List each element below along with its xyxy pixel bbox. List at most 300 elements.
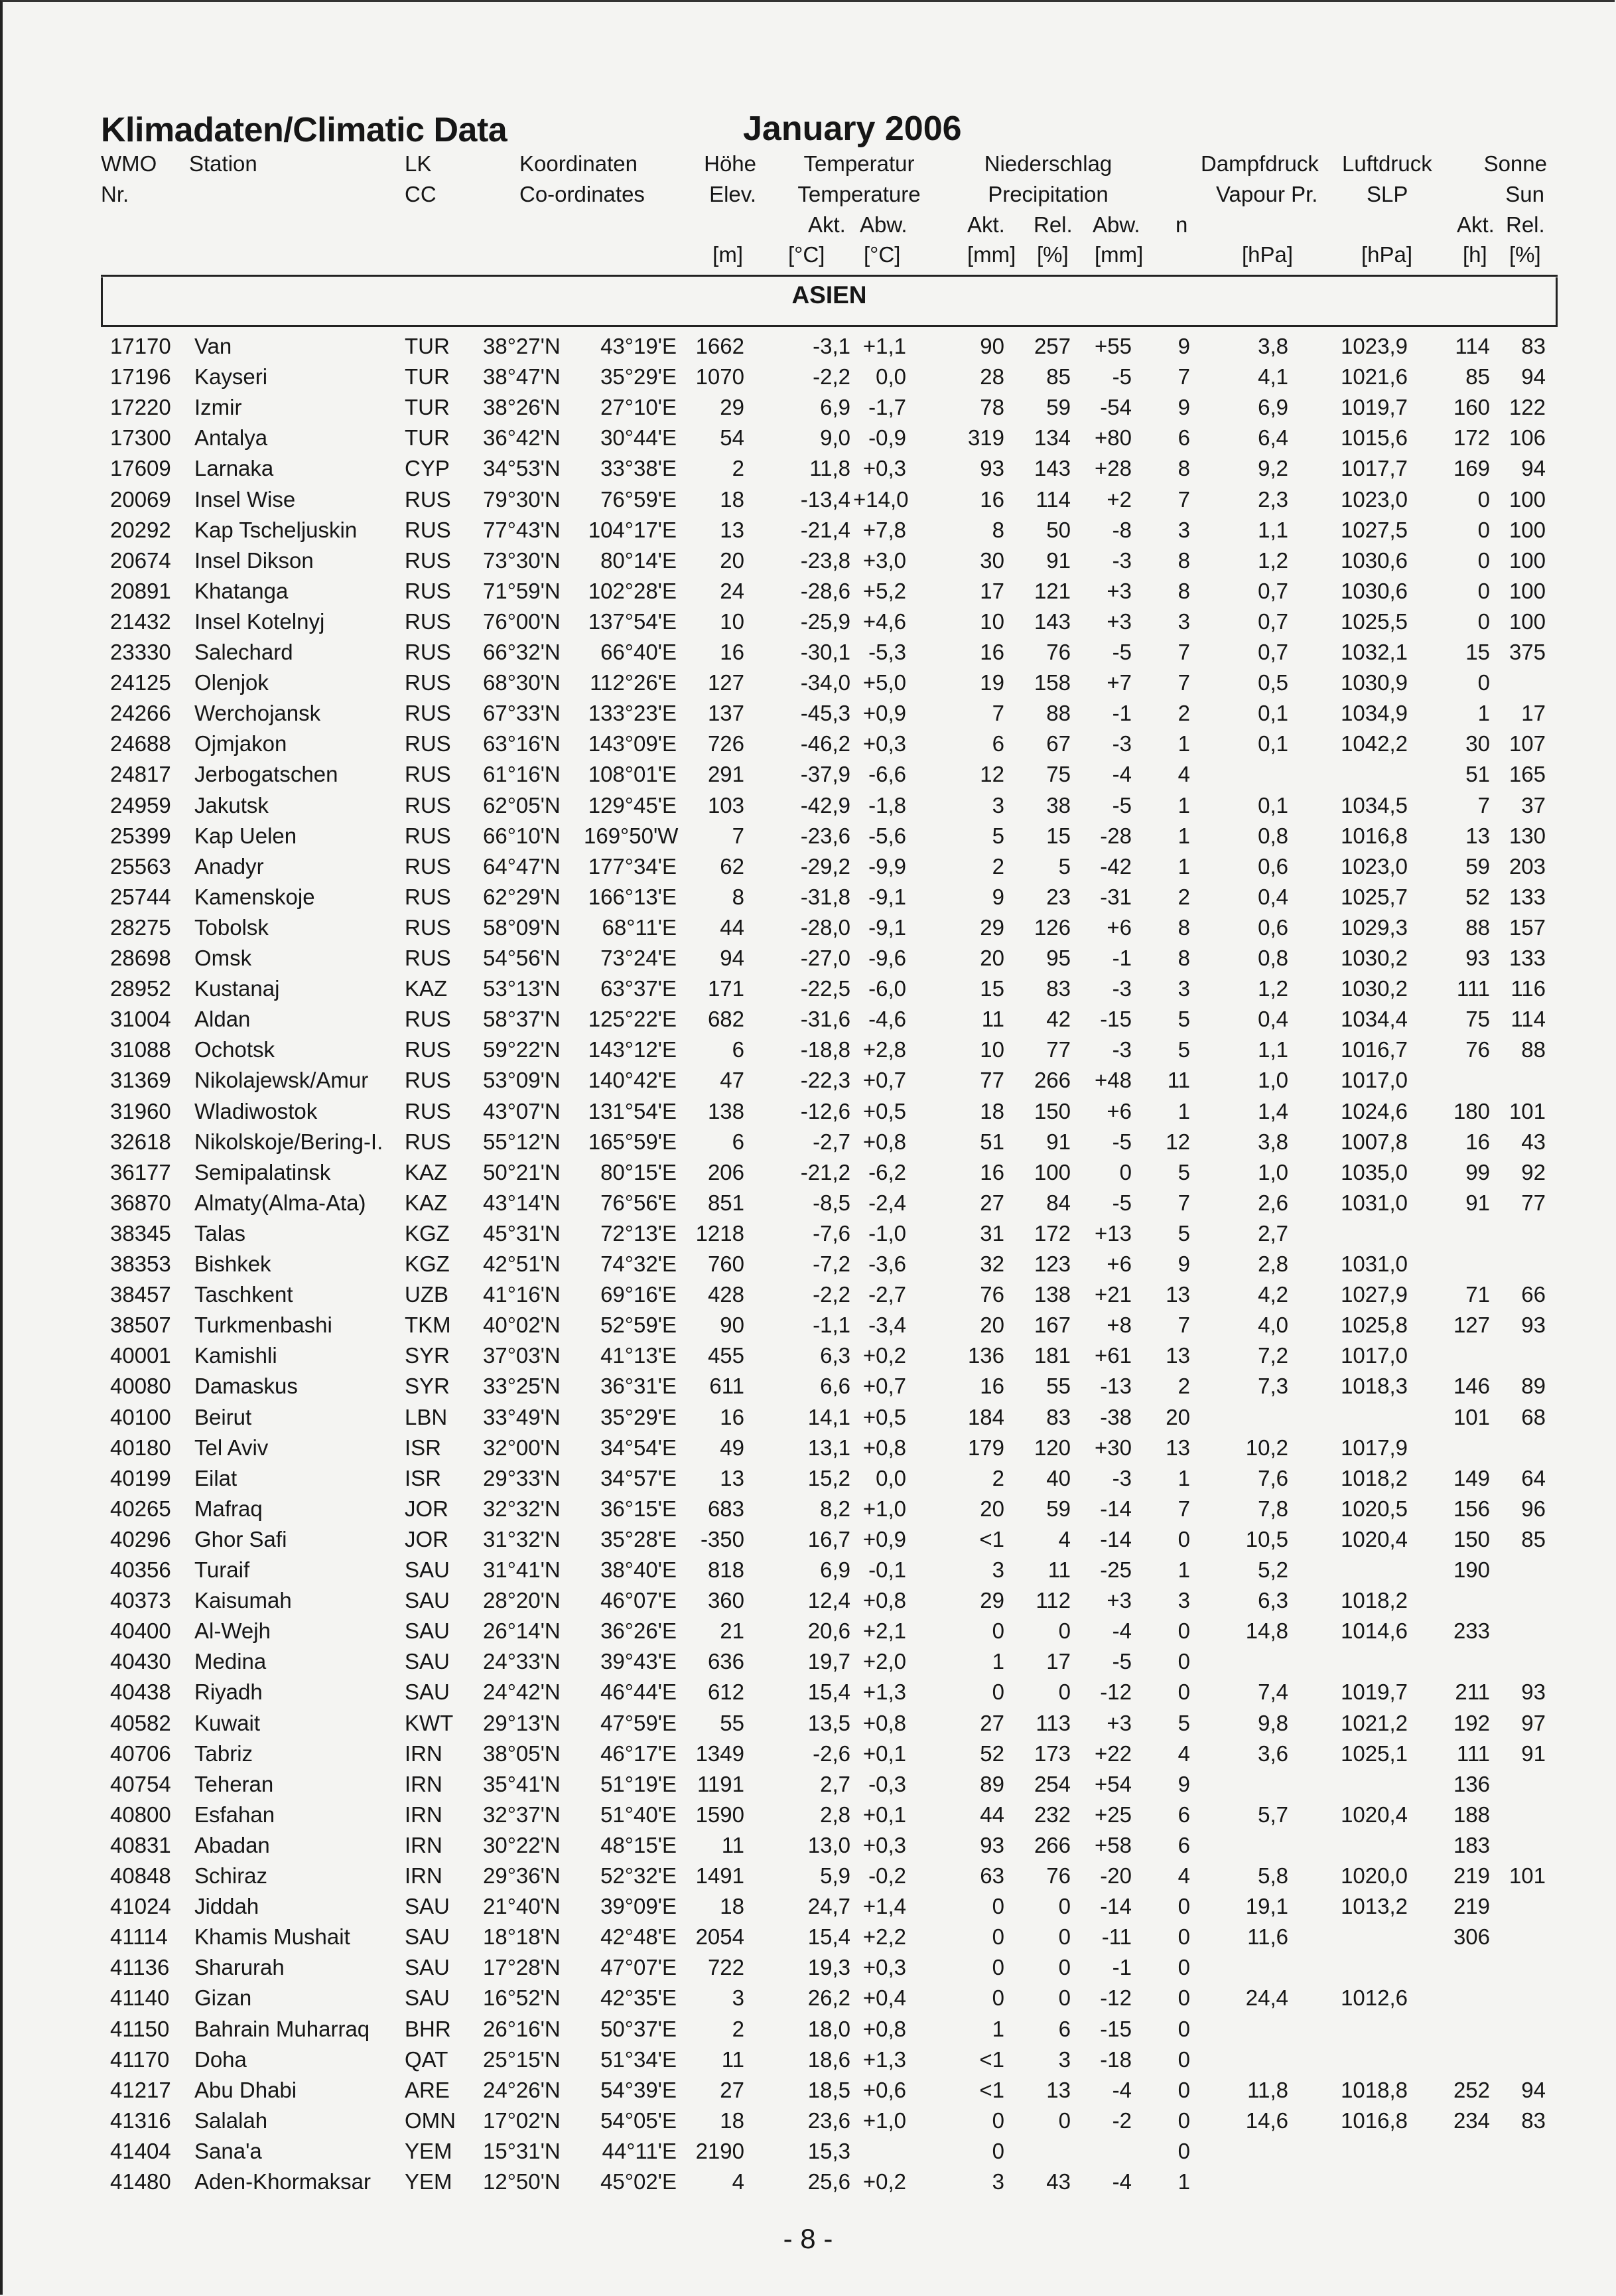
station-name: Kustanaj (194, 976, 280, 1001)
precip-rel: 126 (1034, 914, 1071, 940)
elevation: 3 (732, 1985, 744, 2011)
precip-rel: 5 (1058, 853, 1071, 879)
precip-akt: 29 (980, 1588, 1004, 1613)
sun-akt: 88 (1465, 914, 1490, 940)
precip-rel: 23 (1046, 884, 1071, 909)
longitude: 143°09'E (588, 731, 677, 756)
precip-n: 7 (1178, 640, 1190, 664)
temp-abw: +7,8 (862, 517, 906, 542)
wmo-number: 41480 (110, 2169, 171, 2194)
station-name: Antalya (194, 425, 268, 451)
slp: 1016,8 (1341, 823, 1408, 848)
sun-akt: 306 (1453, 1924, 1490, 1950)
wmo-number: 40831 (110, 1832, 171, 1857)
table-row (0, 1772, 1616, 1802)
country-code: JOR (405, 1526, 448, 1551)
slp: 1007,8 (1341, 1129, 1408, 1154)
precip-abw: -15 (1100, 2016, 1132, 2041)
precip-n: 9 (1178, 334, 1190, 358)
precip-n: 0 (1178, 1985, 1190, 2011)
vapour: 7,3 (1258, 1374, 1288, 1399)
temp-akt: -18,8 (800, 1037, 850, 1062)
sun-rel: 100 (1509, 609, 1546, 634)
precip-akt: 6 (992, 731, 1004, 756)
elevation: 455 (707, 1343, 744, 1368)
temp-akt: -2,7 (813, 1129, 850, 1154)
sun-akt: 0 (1477, 517, 1490, 542)
precip-abw: +28 (1095, 456, 1132, 481)
header-vapour: Vapour Pr. (1216, 182, 1318, 206)
precip-abw: 0 (1119, 1159, 1132, 1184)
longitude: 80°14'E (600, 547, 677, 573)
table-row (0, 487, 1616, 518)
precip-rel: 0 (1058, 2108, 1071, 2133)
vapour: 7,2 (1258, 1343, 1288, 1368)
precip-rel: 6 (1058, 2016, 1071, 2041)
longitude: 36°31'E (600, 1374, 677, 1399)
vapour: 4,2 (1258, 1282, 1288, 1307)
precip-abw: -13 (1100, 1374, 1132, 1399)
temp-abw: +0,1 (862, 1741, 906, 1766)
precip-abw: -3 (1112, 1465, 1132, 1490)
precip-akt: 1 (992, 2016, 1004, 2041)
wmo-number: 24959 (110, 792, 171, 818)
vapour: 14,8 (1245, 1618, 1288, 1644)
temp-abw: +0,7 (862, 1374, 906, 1399)
elevation: 2054 (695, 1924, 744, 1950)
station-name: Wladiwostok (194, 1098, 318, 1123)
longitude: 46°44'E (600, 1680, 677, 1705)
elevation: 8 (732, 884, 744, 909)
longitude: 73°24'E (600, 946, 677, 970)
station-name: Riyadh (194, 1680, 263, 1705)
country-code: UZB (405, 1282, 448, 1307)
table-row (0, 1833, 1616, 1863)
longitude: 129°45'E (588, 792, 677, 818)
slp: 1012,6 (1341, 1985, 1408, 2011)
precip-abw: -3 (1112, 731, 1132, 756)
sun-rel: 100 (1509, 486, 1546, 512)
temp-abw: -0,1 (868, 1557, 906, 1582)
station-name: Khatanga (194, 578, 289, 603)
longitude: 30°44'E (600, 425, 677, 451)
elevation: 13 (720, 1465, 744, 1490)
header-sun: Sun (1505, 182, 1544, 206)
temp-abw: -2,4 (868, 1190, 906, 1215)
station-name: Kap Uelen (194, 823, 297, 848)
vapour: 0,5 (1258, 670, 1288, 695)
vapour: 0,1 (1258, 701, 1288, 726)
table-row (0, 334, 1616, 364)
station-name: Almaty(Alma-Ata) (194, 1190, 366, 1215)
precip-abw: -5 (1112, 1190, 1132, 1215)
latitude: 32°37'N (483, 1802, 561, 1827)
region-label: ASIEN (791, 281, 867, 309)
sun-akt: 0 (1477, 670, 1490, 695)
precip-abw: -2 (1112, 2108, 1132, 2133)
latitude: 55°12'N (483, 1129, 561, 1154)
slp: 1020,4 (1341, 1526, 1408, 1551)
sun-akt: 71 (1465, 1282, 1490, 1307)
sun-rel: 157 (1509, 914, 1546, 940)
latitude: 38°47'N (483, 364, 561, 390)
temp-akt: -46,2 (800, 731, 850, 756)
elevation: 760 (707, 1252, 744, 1276)
station-name: Kayseri (194, 364, 268, 390)
precip-abw: +6 (1107, 1098, 1132, 1123)
slp: 1017,9 (1341, 1435, 1408, 1460)
station-name: Talas (194, 1220, 246, 1246)
document-month: January 2006 (743, 109, 962, 148)
temp-abw: 0,0 (876, 364, 906, 390)
sun-rel: 68 (1521, 1404, 1546, 1429)
precip-rel: 266 (1034, 1832, 1071, 1857)
country-code: RUS (405, 640, 451, 664)
table-row (0, 793, 1616, 824)
country-code: KWT (405, 1710, 454, 1735)
slp: 1018,2 (1341, 1588, 1408, 1613)
precip-rel: 67 (1046, 731, 1071, 756)
wmo-number: 21432 (110, 609, 171, 634)
table-row (0, 1496, 1616, 1527)
longitude: 35°29'E (600, 1404, 677, 1429)
precip-rel: 254 (1034, 1771, 1071, 1796)
elevation: 428 (707, 1282, 744, 1307)
temp-abw: +2,1 (862, 1618, 906, 1644)
precip-abw: -4 (1112, 2077, 1132, 2102)
header-vapour-unit: [hPa] (1242, 242, 1294, 267)
vapour: 11,6 (1247, 1924, 1288, 1950)
temp-abw: +1,4 (862, 1894, 906, 1919)
sun-akt: 30 (1465, 731, 1490, 756)
temp-akt: -7,6 (813, 1220, 850, 1246)
latitude: 62°05'N (483, 792, 561, 818)
country-code: RUS (405, 853, 451, 879)
precip-rel: 17 (1046, 1649, 1071, 1674)
precip-rel: 232 (1034, 1802, 1071, 1827)
precip-rel: 181 (1034, 1343, 1071, 1368)
temp-akt: 14,1 (807, 1404, 850, 1429)
longitude: 44°11'E (602, 2138, 677, 2163)
temp-akt: -37,9 (800, 762, 850, 787)
country-code: IRN (405, 1863, 442, 1888)
table-row (0, 1802, 1616, 1833)
temp-abw: -2,7 (868, 1282, 906, 1307)
elevation: 137 (707, 701, 744, 726)
country-code: TUR (405, 425, 450, 451)
precip-n: 0 (1178, 2046, 1190, 2072)
sun-akt: 99 (1465, 1159, 1490, 1184)
slp: 1030,6 (1341, 547, 1408, 573)
sun-akt: 76 (1465, 1037, 1490, 1062)
slp: 1020,5 (1341, 1496, 1408, 1521)
country-code: YEM (405, 2138, 452, 2163)
precip-rel: 0 (1058, 1894, 1071, 1919)
elevation: 90 (720, 1313, 744, 1338)
latitude: 32°32'N (483, 1496, 561, 1521)
temp-akt: 6,6 (820, 1374, 850, 1399)
vapour: 2,3 (1258, 486, 1288, 512)
precip-n: 4 (1178, 1741, 1190, 1766)
elevation: 1662 (695, 334, 744, 358)
temp-akt: -2,6 (813, 1741, 850, 1766)
vapour: 0,4 (1258, 884, 1288, 909)
header-coordinates: Co-ordinates (519, 182, 645, 206)
longitude: 45°02'E (600, 2169, 677, 2194)
station-name: Turaif (194, 1557, 250, 1582)
sun-rel: 83 (1521, 334, 1546, 358)
station-name: Kamishli (194, 1343, 277, 1368)
table-row (0, 609, 1616, 640)
slp: 1017,0 (1341, 1343, 1408, 1368)
table-row (0, 1068, 1616, 1098)
station-name: Mafraq (194, 1496, 263, 1521)
precip-rel: 59 (1046, 1496, 1071, 1521)
latitude: 35°41'N (483, 1771, 561, 1796)
elevation: 1590 (695, 1802, 744, 1827)
latitude: 31°32'N (483, 1526, 561, 1551)
sun-akt: 0 (1477, 547, 1490, 573)
precip-akt: <1 (979, 2046, 1004, 2072)
station-name: Anadyr (194, 853, 264, 879)
precip-n: 11 (1167, 1068, 1190, 1093)
precip-abw: +13 (1095, 1220, 1132, 1246)
slp: 1019,7 (1341, 1680, 1408, 1705)
temp-abw: -6,0 (868, 976, 906, 1001)
vapour: 1,2 (1258, 547, 1288, 573)
sun-akt: 101 (1453, 1404, 1490, 1429)
temp-abw: -1,8 (868, 792, 906, 818)
country-code: RUS (405, 486, 451, 512)
header-precipitation: Precipitation (988, 182, 1109, 206)
sun-rel: 203 (1509, 853, 1546, 879)
table-row (0, 1037, 1616, 1068)
temp-akt: -23,6 (800, 823, 850, 848)
precip-rel: 77 (1046, 1037, 1071, 1062)
temp-akt: 18,5 (807, 2077, 850, 2102)
sun-akt: 111 (1456, 976, 1490, 1001)
wmo-number: 40373 (110, 1588, 171, 1613)
sun-akt: 192 (1453, 1710, 1490, 1735)
precip-abw: -1 (1112, 1955, 1132, 1980)
header-precip-unit-abw: [mm] (1095, 242, 1144, 267)
temp-akt: 24,7 (807, 1894, 850, 1919)
station-name: Insel Kotelnyj (194, 609, 325, 634)
country-code: RUS (405, 578, 451, 603)
table-row (0, 976, 1616, 1007)
station-name: Jiddah (194, 1894, 259, 1919)
precip-abw: -1 (1112, 701, 1132, 726)
precip-akt: 0 (992, 1618, 1004, 1644)
country-code: RUS (405, 517, 451, 542)
latitude: 30°22'N (483, 1832, 561, 1857)
latitude: 53°13'N (483, 976, 561, 1001)
precip-n: 7 (1178, 1190, 1190, 1215)
country-code: RUS (405, 823, 451, 848)
precip-akt: 10 (980, 609, 1004, 634)
wmo-number: 40296 (110, 1526, 171, 1551)
sun-rel: 83 (1521, 2108, 1546, 2133)
precip-rel: 88 (1046, 701, 1071, 726)
precip-n: 20 (1166, 1404, 1190, 1429)
table-row (0, 915, 1616, 946)
vapour: 1,0 (1258, 1159, 1288, 1184)
sun-rel: 77 (1521, 1190, 1546, 1215)
header-precip-akt: Akt. (967, 212, 1005, 237)
longitude: 66°40'E (600, 640, 677, 664)
sun-akt: 233 (1453, 1618, 1490, 1644)
elevation: 55 (720, 1710, 744, 1735)
longitude: 104°17'E (588, 517, 677, 542)
vapour: 24,4 (1245, 1985, 1288, 2011)
precip-abw: -25 (1100, 1557, 1132, 1582)
precip-n: 1 (1178, 731, 1190, 756)
elevation: 206 (707, 1159, 744, 1184)
sun-akt: 211 (1455, 1680, 1490, 1705)
country-code: IRN (405, 1741, 442, 1766)
precip-abw: -14 (1100, 1496, 1132, 1521)
precip-n: 2 (1178, 1374, 1190, 1399)
precip-rel: 0 (1058, 1680, 1071, 1705)
station-name: Kaisumah (194, 1588, 292, 1613)
precip-akt: 63 (980, 1863, 1004, 1888)
precip-n: 3 (1178, 517, 1190, 542)
precip-abw: -14 (1100, 1526, 1132, 1551)
precip-abw: -5 (1112, 364, 1132, 390)
temp-akt: 16,7 (807, 1526, 850, 1551)
slp: 1019,7 (1341, 395, 1408, 420)
wmo-number: 28698 (110, 946, 171, 970)
region-box (101, 277, 1558, 327)
elevation: 6 (732, 1129, 744, 1154)
latitude: 18°18'N (483, 1924, 561, 1950)
temp-abw: -3,6 (868, 1252, 906, 1276)
vapour: 14,6 (1245, 2108, 1288, 2133)
precip-akt: 89 (980, 1771, 1004, 1796)
longitude: 112°26'E (590, 670, 677, 695)
latitude: 17°28'N (483, 1955, 561, 1980)
temp-abw: -5,6 (868, 823, 906, 848)
country-code: SAU (405, 1649, 450, 1674)
longitude: 51°19'E (600, 1771, 677, 1796)
latitude: 25°15'N (483, 2046, 561, 2072)
temp-akt: 13,5 (807, 1710, 850, 1735)
station-name: Nikolskoje/Bering-I. (194, 1129, 383, 1154)
precip-rel: 43 (1046, 2169, 1071, 2194)
elevation: 27 (720, 2077, 744, 2102)
elevation: 1349 (695, 1741, 744, 1766)
country-code: TUR (405, 395, 450, 420)
sun-akt: 75 (1465, 1007, 1490, 1032)
precip-rel: 150 (1034, 1098, 1071, 1123)
vapour: 1,2 (1258, 976, 1288, 1001)
table-row (0, 1282, 1616, 1313)
sun-akt: 150 (1453, 1526, 1490, 1551)
precip-n: 8 (1178, 946, 1190, 970)
elevation: 54 (720, 425, 744, 451)
temp-akt: -34,0 (800, 670, 850, 695)
temp-akt: -42,9 (800, 792, 850, 818)
temp-akt: 20,6 (807, 1618, 850, 1644)
temp-abw: +0,3 (862, 1955, 906, 1980)
station-name: Teheran (194, 1771, 274, 1796)
latitude: 50°21'N (483, 1159, 561, 1184)
vapour: 0,7 (1258, 578, 1288, 603)
table-row (0, 1618, 1616, 1649)
temp-abw: +0,8 (862, 1710, 906, 1735)
temp-akt: -31,8 (800, 884, 850, 909)
latitude: 62°29'N (483, 884, 561, 909)
station-name: Insel Dikson (194, 547, 314, 573)
table-row (0, 1924, 1616, 1955)
precip-abw: -15 (1100, 1007, 1132, 1032)
country-code: RUS (405, 670, 451, 695)
sun-rel: 94 (1521, 364, 1546, 390)
country-code: SAU (405, 1955, 450, 1980)
table-row (0, 1252, 1616, 1282)
country-code: RUS (405, 762, 451, 787)
sun-akt: 0 (1477, 578, 1490, 603)
precip-akt: 20 (980, 946, 1004, 970)
wmo-number: 24125 (110, 670, 171, 695)
wmo-number: 40438 (110, 1680, 171, 1705)
slp: 1016,7 (1341, 1037, 1408, 1062)
temp-akt: -22,5 (800, 976, 850, 1001)
slp: 1025,7 (1341, 884, 1408, 909)
elevation: 1191 (697, 1771, 744, 1796)
latitude: 29°13'N (483, 1710, 561, 1735)
latitude: 31°41'N (483, 1557, 561, 1582)
sun-rel: 92 (1521, 1159, 1546, 1184)
vapour: 1,4 (1258, 1098, 1288, 1123)
country-code: RUS (405, 609, 451, 634)
table-row (0, 425, 1616, 456)
precip-akt: 2 (992, 1465, 1004, 1490)
longitude: 54°05'E (600, 2108, 677, 2133)
header-temperature: Temperature (797, 182, 921, 206)
slp: 1013,2 (1341, 1894, 1408, 1919)
longitude: 102°28'E (588, 578, 677, 603)
country-code: RUS (405, 884, 451, 909)
precip-rel: 167 (1034, 1313, 1071, 1338)
precip-rel: 91 (1046, 547, 1071, 573)
precip-n: 13 (1166, 1343, 1190, 1368)
station-name: Kamenskoje (194, 884, 315, 909)
wmo-number: 31960 (110, 1098, 171, 1123)
precip-akt: 10 (980, 1037, 1004, 1062)
temp-akt: 18,6 (807, 2046, 850, 2072)
slp: 1030,9 (1341, 670, 1408, 695)
wmo-number: 23330 (110, 640, 171, 664)
precip-rel: 38 (1046, 792, 1071, 818)
temp-abw: -3,4 (868, 1313, 906, 1338)
latitude: 63°16'N (483, 731, 561, 756)
header-station: Station (189, 151, 257, 176)
station-name: Abu Dhabi (194, 2077, 297, 2102)
elevation: 29 (720, 395, 744, 420)
wmo-number: 20891 (110, 578, 171, 603)
precip-akt: 3 (992, 792, 1004, 818)
wmo-number: 40754 (110, 1771, 171, 1796)
table-row (0, 762, 1616, 792)
elevation: 10 (720, 609, 744, 634)
sun-akt: 111 (1456, 1741, 1490, 1766)
station-name: Al-Wejh (194, 1618, 271, 1644)
country-code: LBN (405, 1404, 448, 1429)
temp-akt: -8,5 (813, 1190, 850, 1215)
station-name: Ojmjakon (194, 731, 287, 756)
longitude: 177°34'E (588, 853, 677, 879)
